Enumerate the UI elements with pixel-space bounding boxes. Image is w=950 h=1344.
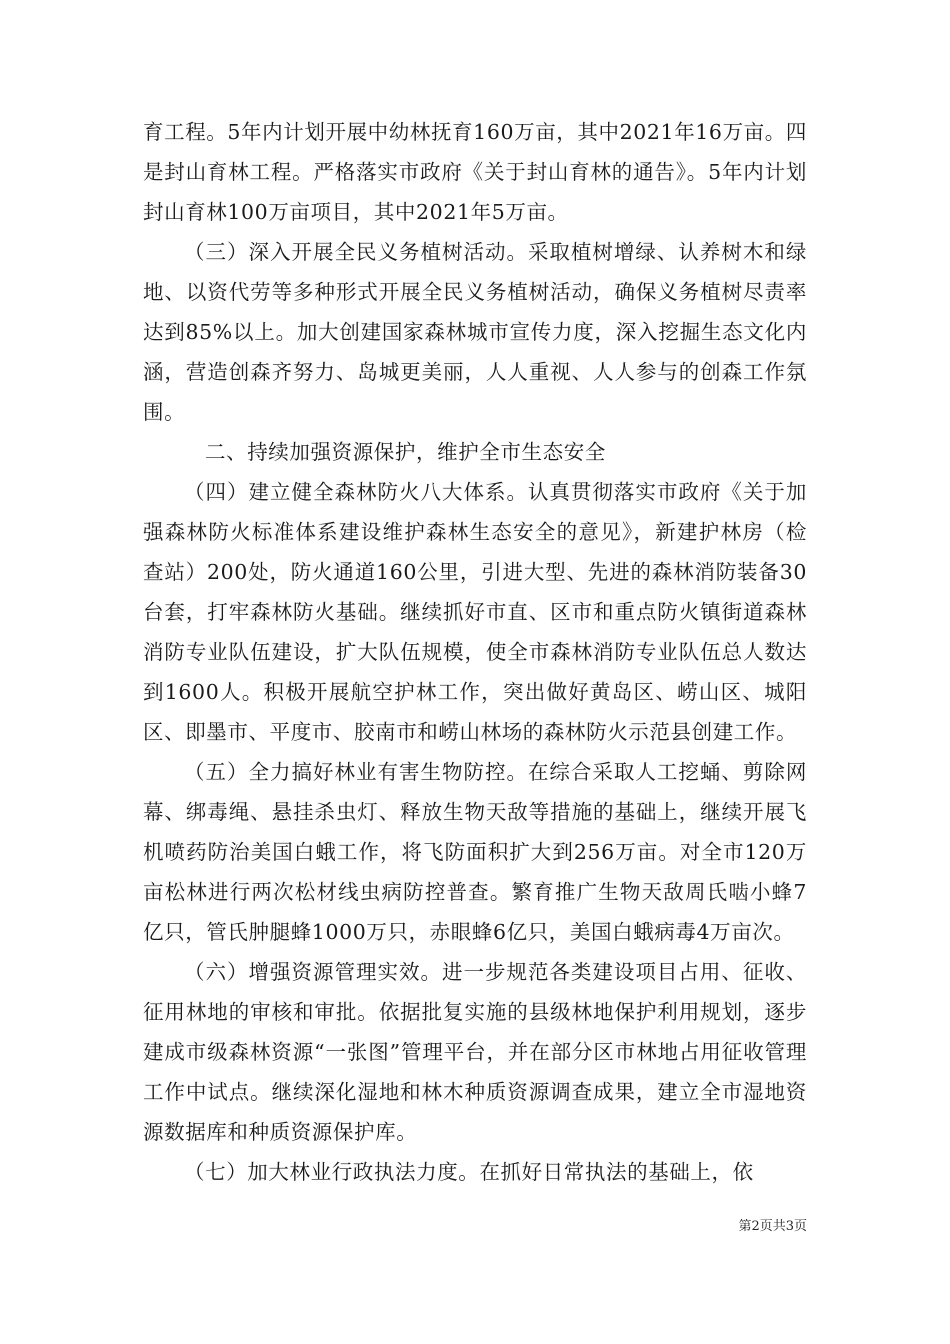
page-number: 第2页共3页 — [738, 1219, 807, 1234]
paragraph-section-3: （三）深入开展全民义务植树活动。采取植树增绿、认养树木和绿地、以资代劳等多种形式开展全民义务植树活动，确保义务植树尽责率达到85%以上。加大创建国家森林城市宣传力度，深入挖掘生态文化内涵，营造创森齐努力、岛城更美丽，人人重视、人人参与的创森工作氛围。 — [143, 240, 807, 424]
paragraph-section-6: （六）增强资源管理实效。进一步规范各类建设项目占用、征收、征用林地的审核和审批。依据批复实施的县级林地保护利用规划，逐步建成市级森林资源“一张图”管理平台，并在部分区市林地占用征收管理工作中试点。继续深化湿地和林木种质资源调查成果，建立全市湿地资源数据库和种质资源保护库。 — [143, 960, 807, 1144]
document-body — [143, 112, 807, 1192]
section-heading-2: 二、持续加强资源保护，维护全市生态安全 — [205, 440, 606, 464]
paragraph-section-4: （四）建立健全森林防火八大体系。认真贯彻落实市政府《关于加强森林防火标准体系建设维护森林生态安全的意见》，新建护林房（检查站）200处，防火通道160公里，引进大型、先进的森林消防装备30台套，打牢森林防火基础。继续抓好市直、区市和重点防火镇街道森林消防专业队伍建设，扩大队伍规模，使全市森林消防专业队伍总人数达到1600人。积极开展航空护林工作，突出做好黄岛区、崂山区、城阳区、即墨市、平度市、胶南市和崂山林场的森林防火示范县创建工作。 — [143, 480, 807, 744]
paragraph-section-7: （七）加大林业行政执法力度。在抓好日常执法的基础上，依 — [184, 1160, 754, 1184]
paragraph-section-5: （五）全力搞好林业有害生物防控。在综合采取人工挖蛹、剪除网幕、绑毒绳、悬挂杀虫灯、释放生物天敌等措施的基础上，继续开展飞机喷药防治美国白蛾工作，将飞防面积扩大到256万亩。对全市120万亩松林进行两次松材线虫病防控普查。繁育推广生物天敌周氏啮小蜂7亿只，管氏肿腿蜂1000万只，赤眼蜂6亿只，美国白蛾病毒4万亩次。 — [143, 760, 807, 944]
paragraph-continuation: 育工程。5年内计划开展中幼林抚育160万亩，其中2021年16万亩。四是封山育林工程。严格落实市政府《关于封山育林的通告》。5年内计划封山育林100万亩项目，其中2021年5万亩。 — [143, 120, 807, 224]
